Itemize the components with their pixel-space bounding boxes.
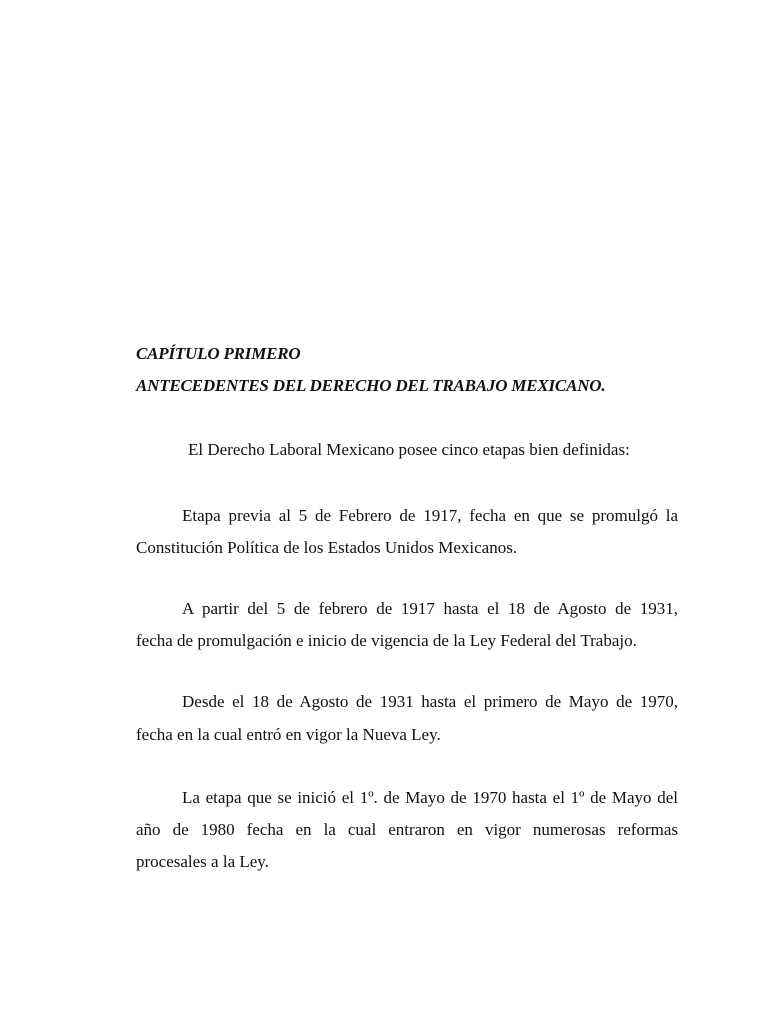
- paragraph-1-line-2: Constitución Política de los Estados Unidos Mexicanos.: [136, 538, 518, 557]
- intro-paragraph: El Derecho Laboral Mexicano posee cinco etapas bien definidas:: [188, 440, 630, 459]
- paragraph-4-line-1: La etapa que se inició el 1º. de Mayo de 1970 hasta el 1º de Mayo del: [182, 788, 678, 807]
- paragraph-4-line-3: procesales a la Ley.: [136, 852, 269, 871]
- paragraph-3-line-1: Desde el 18 de Agosto de 1931 hasta el primero de Mayo de 1970,: [182, 692, 678, 711]
- paragraph-3-line-2: fecha en la cual entró en vigor la Nueva Ley.: [136, 725, 441, 744]
- paragraph-2-line-1: A partir del 5 de febrero de 1917 hasta el 18 de Agosto de 1931,: [182, 599, 678, 618]
- chapter-title: ANTECEDENTES DEL DERECHO DEL TRABAJO MEXICANO.: [136, 376, 606, 395]
- paragraph-1-line-1: Etapa previa al 5 de Febrero de 1917, fecha en que se promulgó la: [182, 506, 678, 525]
- chapter-label: CAPÍTULO PRIMERO: [136, 344, 301, 363]
- paragraph-4-line-2: año de 1980 fecha en la cual entraron en vigor numerosas reformas: [136, 820, 678, 839]
- paragraph-2-line-2: fecha de promulgación e inicio de vigencia de la Ley Federal del Trabajo.: [136, 631, 637, 650]
